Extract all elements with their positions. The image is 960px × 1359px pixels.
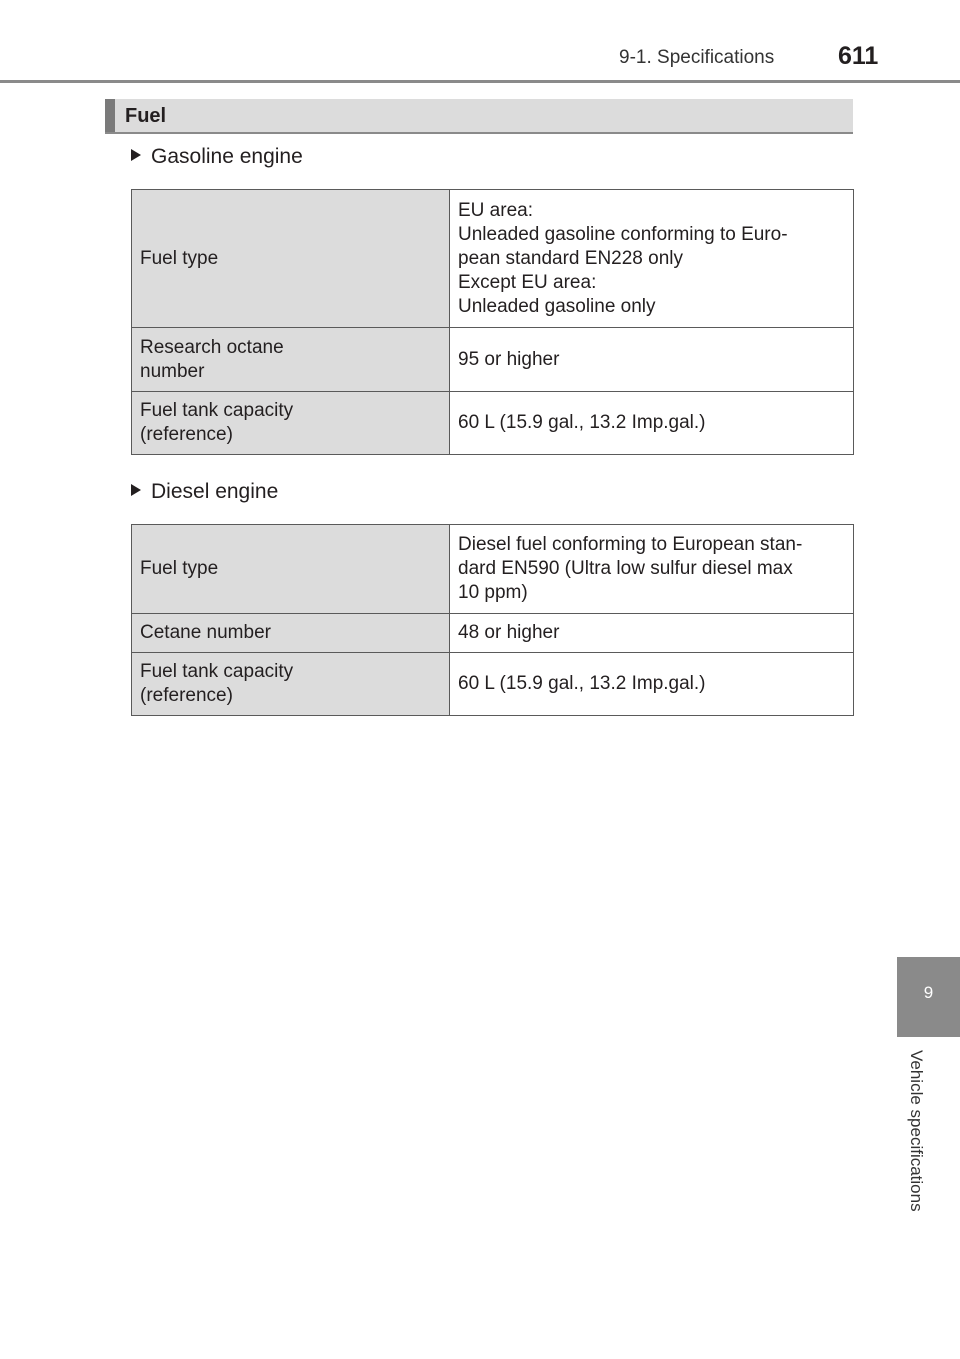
label-line: Research octane [140, 336, 284, 358]
arrow-right-icon [131, 484, 141, 496]
arrow-right-icon [131, 149, 141, 161]
value-line: Except EU area: [458, 271, 597, 293]
row-label: Cetane number [132, 614, 450, 653]
section-bar-fuel [105, 99, 853, 134]
gasoline-heading-text: Gasoline engine [151, 145, 303, 168]
table-row [132, 525, 854, 614]
label-line: Fuel tank capacity [140, 400, 294, 421]
gasoline-heading [131, 145, 303, 169]
row-label: Fuel type [132, 525, 450, 614]
value-line: dard EN590 (Ultra low sulfur diesel max [458, 558, 793, 579]
label-line: Fuel tank capacity [140, 661, 294, 682]
chapter-tab [897, 957, 960, 1037]
label-line: (reference) [140, 424, 233, 445]
row-value [450, 190, 854, 328]
chapter-label [904, 1050, 928, 1250]
label-line: (reference) [140, 685, 233, 706]
value-line: pean standard EN228 only [458, 247, 683, 269]
diesel-heading-text: Diesel engine [151, 480, 279, 503]
row-value: 95 or higher [450, 328, 854, 392]
row-label [132, 392, 450, 455]
table-row [132, 190, 854, 328]
value-line: Unleaded gasoline conforming to Euro- [458, 223, 788, 245]
row-value [450, 525, 854, 614]
table-row [132, 653, 854, 716]
value-line: EU area: [458, 199, 533, 221]
row-value: 48 or higher [450, 614, 854, 653]
row-label [132, 653, 450, 716]
chapter-label-text: Vehicle specifications [907, 1050, 926, 1212]
header-divider [0, 80, 960, 83]
label-line: number [140, 360, 205, 382]
section-bar-accent [105, 99, 115, 132]
gasoline-spec-table [131, 189, 854, 455]
row-value: 60 L (15.9 gal., 13.2 Imp.gal.) [450, 392, 854, 455]
value-line: Diesel fuel conforming to European stan- [458, 534, 803, 555]
diesel-heading [131, 480, 278, 504]
table-row [132, 614, 854, 653]
chapter-number: 9 [923, 983, 934, 1002]
row-label: Fuel type [132, 190, 450, 328]
page-number: 611 [838, 42, 879, 70]
section-title: Fuel [125, 105, 167, 127]
table-row [132, 392, 854, 455]
value-line: 10 ppm) [458, 582, 528, 603]
diesel-spec-table [131, 524, 854, 716]
header-section-title: 9-1. Specifications [619, 47, 775, 68]
value-line: Unleaded gasoline only [458, 295, 656, 317]
row-label [132, 328, 450, 392]
row-value: 60 L (15.9 gal., 13.2 Imp.gal.) [450, 653, 854, 716]
table-row [132, 328, 854, 392]
